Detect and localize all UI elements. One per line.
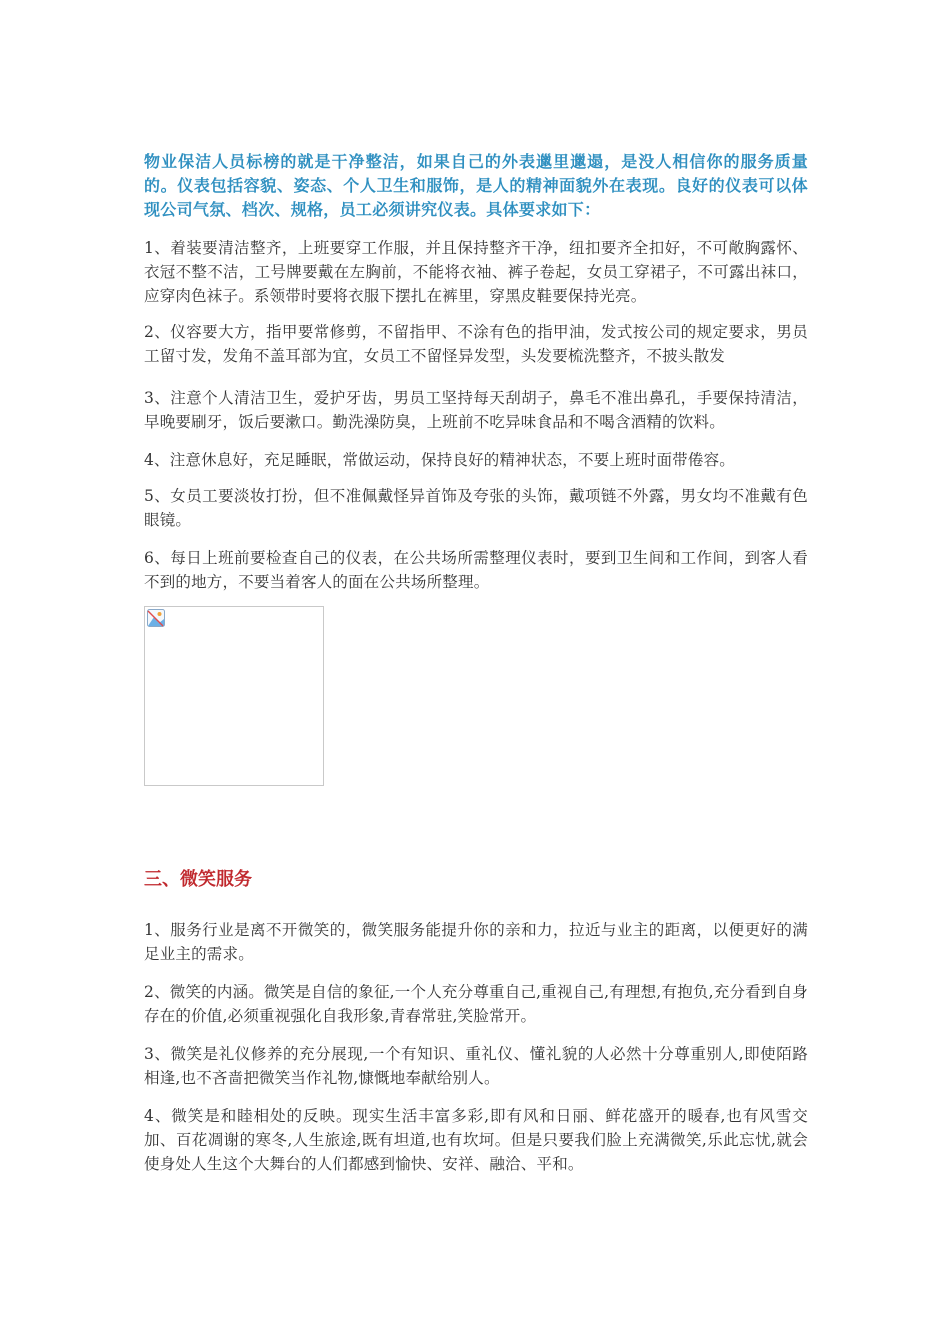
appearance-item-1: 1、着装要清洁整齐，上班要穿工作服，并且保持整齐干净，纽扣要齐全扣好，不可敞胸露怀、衣冠不整不洁，工号牌要戴在左胸前，不能将衣袖、裤子卷起，女员工穿裙子，不可露出袜口，应穿肉色袜子。系领带时要将衣服下摆扎在裤里，穿黑皮鞋要保持光亮。 — [144, 239, 808, 305]
smile-item-2: 2、微笑的内涵。微笑是自信的象征,一个人充分尊重自己,重视自己,有理想,有抱负,充分看到自身存在的价值,必须重视强化自我形象,青春常驻,笑脸常开。 — [144, 983, 808, 1025]
appearance-item-3: 3、注意个人清洁卫生，爱护牙齿，男员工坚持每天刮胡子，鼻毛不准出鼻孔，手要保持清洁，早晚要刷牙，饭后要漱口。勤洗澡防臭，上班前不吃异味食品和不喝含酒精的饮料。 — [144, 389, 808, 431]
appearance-item-2: 2、仪容要大方，指甲要常修剪，不留指甲、不涂有色的指甲油，发式按公司的规定要求，男员工留寸发，发角不盖耳部为宜，女员工不留怪异发型，头发要梳洗整齐，不披头散发 — [144, 323, 808, 365]
smile-item-3: 3、微笑是礼仪修养的充分展现,一个有知识、重礼仪、懂礼貌的人必然十分尊重别人,即使陌路相逢,也不吝啬把微笑当作礼物,慷慨地奉献给别人。 — [144, 1045, 808, 1087]
smile-item-4: 4、微笑是和睦相处的反映。现实生活丰富多彩,即有风和日丽、鲜花盛开的暖春,也有风雪交加、百花凋谢的寒冬,人生旅途,既有坦道,也有坎坷。但是只要我们脸上充满微笑,乐此忘忧,就会使身处人生这个大舞台的人们都感到愉快、安祥、融洽、平和。 — [144, 1107, 808, 1173]
appearance-item-4: 4、注意休息好，充足睡眠，常做运动，保持良好的精神状态，不要上班时面带倦容。 — [144, 451, 735, 469]
broken-image-icon — [147, 609, 165, 627]
smile-item-1: 1、服务行业是离不开微笑的，微笑服务能提升你的亲和力，拉近与业主的距离，以便更好的满足业主的需求。 — [144, 921, 808, 963]
section-heading: 三、微笑服务 — [144, 869, 252, 890]
appearance-item-6: 6、每日上班前要检查自己的仪表，在公共场所需整理仪表时，要到卫生间和工作间，到客人看不到的地方，不要当着客人的面在公共场所整理。 — [144, 549, 808, 591]
appearance-item-5: 5、女员工要淡妆打扮，但不准佩戴怪异首饰及夸张的头饰，戴项链不外露，男女均不准戴有色眼镜。 — [144, 487, 808, 529]
intro-paragraph: 物业保洁人员标榜的就是干净整洁，如果自己的外表邋里邋遢，是没人相信你的服务质量的。仪表包括容貌、姿态、个人卫生和服饰，是人的精神面貌外在表现。良好的仪表可以体现公司气氛、档次、规格，员工必须讲究仪表。具体要求如下： — [144, 152, 808, 219]
image-placeholder — [144, 606, 324, 786]
